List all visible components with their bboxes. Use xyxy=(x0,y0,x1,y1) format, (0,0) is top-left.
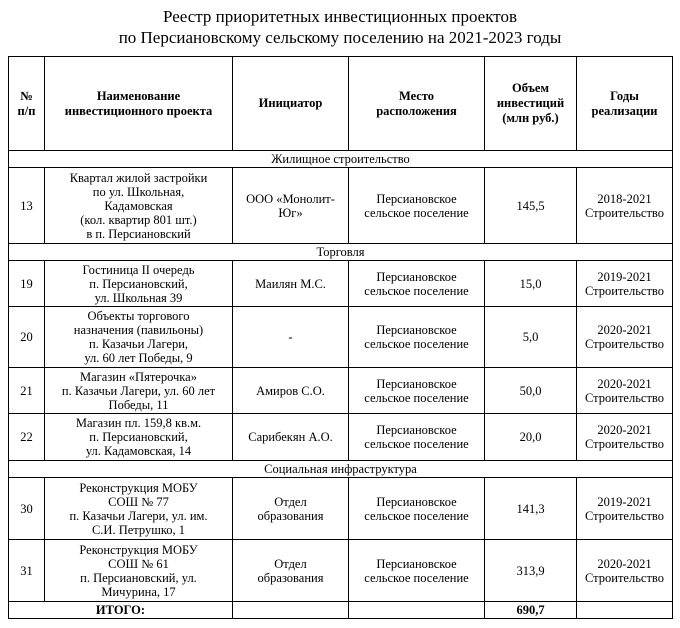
cell-volume: 313,9 xyxy=(485,540,577,602)
cell-location: Персиановское сельское поселение xyxy=(349,307,485,368)
cell-years: 2020-2021 Строительство xyxy=(577,368,673,414)
cell-volume: 145,5 xyxy=(485,168,577,244)
cell-num: 20 xyxy=(9,307,45,368)
total-empty-years xyxy=(577,602,673,619)
cell-name: Квартал жилой застройки по ул. Школьная, Кадамовская (кол. квартир 801 шт.) в п. Персиановский xyxy=(45,168,233,244)
section-title: Торговля xyxy=(9,244,673,261)
cell-name: Реконструкция МОБУ СОШ № 61 п. Персиановский, ул. Мичурина, 17 xyxy=(45,540,233,602)
table-row xyxy=(9,368,673,414)
cell-name: Магазин «Пятерочка» п. Казачьи Лагери, ул. 60 лет Победы, 11 xyxy=(45,368,233,414)
cell-name: Магазин пл. 159,8 кв.м. п. Персиановский, ул. Кадамовская, 14 xyxy=(45,414,233,461)
cell-location: Персиановское сельское поселение xyxy=(349,414,485,461)
section-title: Социальная инфраструктура xyxy=(9,461,673,478)
cell-location: Персиановское сельское поселение xyxy=(349,478,485,540)
table-row xyxy=(9,261,673,307)
cell-num: 21 xyxy=(9,368,45,414)
cell-location: Персиановское сельское поселение xyxy=(349,368,485,414)
header-row xyxy=(9,57,673,151)
cell-num: 30 xyxy=(9,478,45,540)
cell-initiator: Отдел образования xyxy=(233,478,349,540)
cell-location: Персиановское сельское поселение xyxy=(349,540,485,602)
cell-name: Гостиница II очередь п. Персиановский, ул. Школьная 39 xyxy=(45,261,233,307)
section-row xyxy=(9,151,673,168)
header-initiator: Инициатор xyxy=(233,57,349,151)
section-title: Жилищное строительство xyxy=(9,151,673,168)
section-row xyxy=(9,244,673,261)
table-row xyxy=(9,168,673,244)
table-row xyxy=(9,307,673,368)
cell-volume: 141,3 xyxy=(485,478,577,540)
header-location: Место расположения xyxy=(349,57,485,151)
section-row xyxy=(9,461,673,478)
cell-initiator: ООО «Монолит- Юг» xyxy=(233,168,349,244)
cell-initiator: Амиров С.О. xyxy=(233,368,349,414)
header-num: № п/п xyxy=(9,57,45,151)
cell-years: 2018-2021 Строительство xyxy=(577,168,673,244)
cell-initiator: - xyxy=(233,307,349,368)
title-line-2: по Персиановскому сельскому поселению на 2021-2023 годы xyxy=(118,28,562,47)
total-row xyxy=(9,602,673,619)
projects-registry-table xyxy=(8,56,673,619)
header-name: Наименование инвестиционного проекта xyxy=(45,57,233,151)
cell-num: 22 xyxy=(9,414,45,461)
total-label: ИТОГО: xyxy=(9,602,233,619)
header-years: Годы реализации xyxy=(577,57,673,151)
cell-initiator: Отдел образования xyxy=(233,540,349,602)
total-empty-initiator xyxy=(233,602,349,619)
table-row xyxy=(9,540,673,602)
cell-location: Персиановское сельское поселение xyxy=(349,168,485,244)
table-row xyxy=(9,414,673,461)
cell-volume: 50,0 xyxy=(485,368,577,414)
cell-name: Реконструкция МОБУ СОШ № 77 п. Казачьи Лагери, ул. им. С.И. Петрушко, 1 xyxy=(45,478,233,540)
total-empty-location xyxy=(349,602,485,619)
cell-volume: 15,0 xyxy=(485,261,577,307)
cell-years: 2019-2021 Строительство xyxy=(577,261,673,307)
title-line-1: Реестр приоритетных инвестиционных проектов xyxy=(163,7,517,26)
cell-num: 13 xyxy=(9,168,45,244)
cell-initiator: Маилян М.С. xyxy=(233,261,349,307)
cell-years: 2020-2021 Строительство xyxy=(577,540,673,602)
cell-num: 19 xyxy=(9,261,45,307)
cell-num: 31 xyxy=(9,540,45,602)
total-value: 690,7 xyxy=(485,602,577,619)
document-title xyxy=(0,6,680,48)
cell-years: 2020-2021 Строительство xyxy=(577,414,673,461)
cell-volume: 20,0 xyxy=(485,414,577,461)
cell-years: 2019-2021 Строительство xyxy=(577,478,673,540)
cell-initiator: Сарибекян А.О. xyxy=(233,414,349,461)
cell-location: Персиановское сельское поселение xyxy=(349,261,485,307)
cell-years: 2020-2021 Строительство xyxy=(577,307,673,368)
cell-name: Объекты торгового назначения (павильоны) п. Казачьи Лагери, ул. 60 лет Победы, 9 xyxy=(45,307,233,368)
table-row xyxy=(9,478,673,540)
header-volume: Объем инвестиций (млн руб.) xyxy=(485,57,577,151)
cell-volume: 5,0 xyxy=(485,307,577,368)
